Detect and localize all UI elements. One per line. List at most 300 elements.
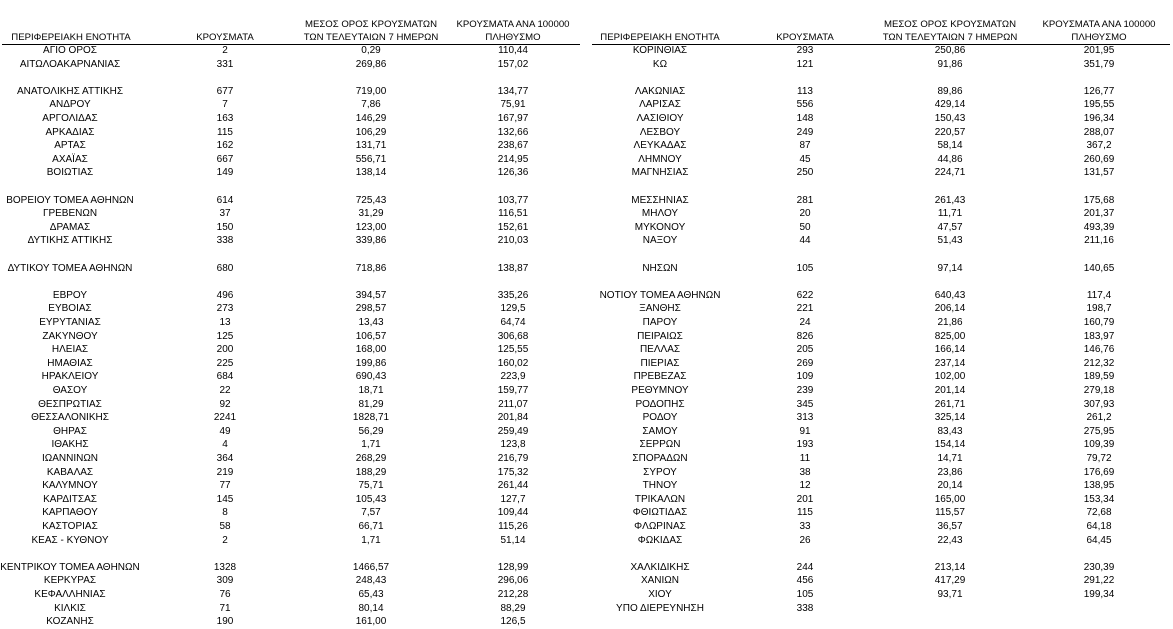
- table-row: [0, 221, 1173, 235]
- header-per100k-left-line1: ΚΡΟΥΣΜΑΤΑ ΑΝΑ 100000: [456, 19, 570, 30]
- per100k-cell: 126,36: [497, 167, 529, 179]
- avg7d-cell: 199,86: [355, 357, 387, 369]
- cases-cell: 87: [799, 140, 811, 152]
- region-cell: ΦΩΚΙΔΑΣ: [637, 534, 683, 546]
- per100k-cell: 138,95: [1083, 480, 1115, 492]
- table-row: [0, 139, 1173, 153]
- per100k-cell: 116,51: [498, 208, 528, 220]
- header-cases-left: ΚΡΟΥΣΜΑΤΑ: [196, 32, 254, 43]
- per100k-cell: 123,8: [500, 439, 526, 451]
- cases-cell: 150: [216, 221, 234, 233]
- avg7d-cell: 13,43: [358, 317, 384, 328]
- region-cell: ΘΗΡΑΣ: [53, 425, 87, 437]
- header-avg-right-line1: ΜΕΣΟΣ ΟΡΟΣ ΚΡΟΥΣΜΑΤΩΝ: [883, 19, 1017, 30]
- region-cell: ΙΘΑΚΗΣ: [51, 439, 89, 451]
- avg7d-cell: 65,43: [358, 589, 384, 600]
- region-cell: ΝΑΞΟΥ: [642, 235, 678, 247]
- table-row: [0, 534, 1173, 548]
- avg7d-cell: 250,86: [934, 45, 966, 56]
- avg7d-cell: 81,29: [358, 398, 384, 410]
- cases-cell: 7: [222, 99, 228, 111]
- cases-cell: 4: [222, 439, 228, 451]
- per100k-cell: 196,34: [1083, 113, 1115, 124]
- avg7d-cell: 269,86: [355, 58, 387, 70]
- region-cell: ΖΑΚΥΝΘΟΥ: [42, 330, 98, 342]
- table-row: [0, 452, 1173, 466]
- cases-cell: 49: [219, 425, 231, 437]
- per100k-cell: 157,02: [497, 58, 529, 70]
- cases-cell: 250: [796, 167, 814, 179]
- cases-cell: 8: [222, 507, 228, 519]
- per100k-cell: 210,03: [497, 235, 529, 247]
- cases-cell: 125: [216, 330, 234, 342]
- avg7d-cell: 165,00: [934, 493, 966, 505]
- cases-cell: 193: [796, 439, 814, 451]
- per100k-cell: 351,79: [1083, 58, 1115, 70]
- cases-cell: 76: [219, 589, 231, 600]
- per100k-cell: 212,32: [1083, 357, 1115, 369]
- table-row: [0, 479, 1173, 493]
- per100k-cell: 201,84: [497, 412, 529, 424]
- region-cell: ΚΑΡΔΙΤΣΑΣ: [43, 493, 97, 505]
- per100k-cell: 175,68: [1083, 194, 1115, 206]
- avg7d-cell: 22,43: [937, 534, 963, 546]
- region-cell: ΜΥΚΟΝΟΥ: [634, 221, 686, 233]
- table-row: [0, 588, 1173, 602]
- avg7d-cell: 298,57: [355, 303, 387, 315]
- table-row: [0, 561, 1173, 575]
- table-row: [0, 234, 1173, 248]
- region-cell: ΚΟΡΙΝΘΙΑΣ: [632, 45, 688, 56]
- region-cell: ΣΑΜΟΥ: [642, 425, 678, 437]
- per100k-cell: 288,07: [1083, 126, 1115, 138]
- table-row: [0, 153, 1173, 167]
- avg7d-cell: 261,71: [934, 398, 966, 410]
- cases-cell: 221: [796, 303, 814, 315]
- per100k-cell: 201,37: [1083, 208, 1115, 220]
- region-cell: ΞΑΝΘΗΣ: [639, 303, 681, 315]
- region-cell: ΜΑΓΝΗΣΙΑΣ: [631, 167, 689, 179]
- per100k-cell: 131,57: [1083, 167, 1115, 179]
- region-cell: ΙΩΑΝΝΙΝΩΝ: [41, 453, 99, 464]
- per100k-cell: 64,18: [1086, 521, 1112, 532]
- per100k-cell: 214,95: [497, 153, 529, 165]
- cases-cell: 345: [796, 398, 814, 410]
- cases-cell: 50: [799, 221, 811, 233]
- avg7d-cell: 89,86: [937, 85, 963, 97]
- avg7d-cell: 36,57: [937, 521, 963, 532]
- table-row: [0, 398, 1173, 412]
- cases-cell: 24: [799, 317, 811, 328]
- avg7d-cell: 138,14: [355, 167, 387, 179]
- avg7d-cell: 93,71: [937, 589, 963, 600]
- region-cell: ΥΠΟ ΔΙΕΡΕΥΝΗΣΗ: [616, 602, 704, 614]
- region-cell: ΠΕΛΛΑΣ: [639, 344, 681, 356]
- avg7d-cell: 131,71: [355, 140, 387, 152]
- region-cell: ΚΑΣΤΟΡΙΑΣ: [42, 521, 98, 532]
- region-cell: ΗΡΑΚΛΕΙΟΥ: [41, 371, 99, 383]
- avg7d-cell: 201,14: [934, 385, 966, 396]
- cases-cell: 622: [796, 289, 814, 301]
- table-row: [0, 316, 1173, 330]
- region-cell: ΚΑΡΠΑΘΟΥ: [42, 507, 98, 519]
- region-cell: ΑΡΤΑΣ: [54, 140, 86, 152]
- table-row: [0, 98, 1173, 112]
- region-cell: ΑΙΤΩΛΟΑΚΑΡΝΑΝΙΑΣ: [19, 58, 121, 70]
- per100k-cell: 238,67: [497, 140, 529, 152]
- cases-cell: 149: [216, 167, 234, 179]
- per100k-cell: 176,69: [1083, 466, 1115, 478]
- table-row: [0, 262, 1173, 276]
- region-cell: ΑΓΙΟ ΟΡΟΣ: [43, 45, 97, 56]
- header-cases-right: ΚΡΟΥΣΜΑΤΑ: [776, 32, 834, 43]
- avg7d-cell: 325,14: [934, 412, 966, 424]
- avg7d-cell: 83,43: [937, 425, 963, 437]
- region-cell: ΠΡΕΒΕΖΑΣ: [633, 371, 687, 383]
- avg7d-cell: 7,57: [361, 507, 381, 519]
- region-cell: ΦΛΩΡΙΝΑΣ: [634, 521, 686, 532]
- per100k-cell: 261,2: [1086, 412, 1112, 424]
- region-cell: ΡΟΔΟΠΗΣ: [635, 398, 685, 410]
- avg7d-cell: 123,00: [355, 221, 387, 233]
- avg7d-cell: 417,29: [934, 575, 966, 587]
- cases-cell: 77: [219, 480, 231, 492]
- per100k-cell: 129,5: [500, 303, 526, 315]
- cases-cell: 58: [219, 521, 231, 532]
- per100k-cell: 126,5: [500, 616, 526, 628]
- avg7d-cell: 261,43: [934, 194, 966, 206]
- cases-cell: 684: [216, 371, 234, 383]
- per100k-cell: 199,34: [1083, 589, 1115, 600]
- per100k-cell: 211,07: [498, 398, 528, 410]
- cases-cell: 826: [796, 330, 814, 342]
- per100k-cell: 175,32: [497, 466, 529, 478]
- cases-cell: 115: [217, 126, 233, 138]
- cases-cell: 293: [796, 45, 814, 56]
- cases-cell: 249: [796, 126, 814, 138]
- avg7d-cell: 154,14: [934, 439, 966, 451]
- cases-cell: 201: [796, 493, 814, 505]
- avg7d-cell: 146,29: [355, 113, 387, 124]
- per100k-cell: 64,45: [1086, 534, 1112, 546]
- per100k-cell: 335,26: [497, 289, 529, 301]
- region-cell: ΒΟΙΩΤΙΑΣ: [46, 167, 94, 179]
- per100k-cell: 212,28: [497, 589, 529, 600]
- avg7d-cell: 1828,71: [352, 412, 390, 424]
- avg7d-cell: 166,14: [934, 344, 966, 356]
- cases-cell: 205: [796, 344, 814, 356]
- cases-cell: 190: [216, 616, 234, 628]
- table-row: [0, 615, 1173, 629]
- cases-cell: 239: [796, 385, 814, 396]
- table-row: [0, 207, 1173, 221]
- region-cell: ΑΧΑΪΑΣ: [52, 153, 88, 165]
- region-cell: ΚΑΒΑΛΑΣ: [46, 466, 94, 478]
- per100k-cell: 138,87: [497, 262, 529, 274]
- avg7d-cell: 725,43: [355, 194, 387, 206]
- avg7d-cell: 825,00: [934, 330, 966, 342]
- per100k-cell: 146,76: [1083, 344, 1115, 356]
- region-cell: ΔΥΤΙΚΟΥ ΤΟΜΕΑ ΑΘΗΝΩΝ: [7, 262, 133, 274]
- region-cell: ΒΟΡΕΙΟΥ ΤΟΜΕΑ ΑΘΗΝΩΝ: [6, 194, 134, 206]
- cases-cell: 105: [796, 589, 814, 600]
- avg7d-cell: 220,57: [934, 126, 966, 138]
- per100k-cell: 64,74: [500, 317, 526, 328]
- region-cell: ΦΘΙΩΤΙΔΑΣ: [632, 507, 688, 519]
- region-cell: ΔΥΤΙΚΗΣ ΑΤΤΙΚΗΣ: [27, 235, 113, 247]
- table-row: [0, 411, 1173, 425]
- table-row: [0, 330, 1173, 344]
- region-cell: ΣΠΟΡΑΔΩΝ: [632, 453, 688, 464]
- avg7d-cell: 248,43: [355, 575, 387, 587]
- table-row: [0, 370, 1173, 384]
- cases-cell: 219: [216, 466, 234, 478]
- cases-cell: 225: [216, 357, 234, 369]
- region-cell: ΡΕΘΥΜΝΟΥ: [631, 385, 689, 396]
- avg7d-cell: 1,71: [361, 439, 381, 451]
- cases-cell: 37: [219, 208, 231, 220]
- header-region-right: ΠΕΡΙΦΕΡΕΙΑΚΗ ΕΝΟΤΗΤΑ: [600, 32, 720, 43]
- region-cell: ΝΗΣΩΝ: [642, 262, 678, 274]
- avg7d-cell: 75,71: [358, 480, 384, 492]
- table-row: [0, 520, 1173, 534]
- cases-cell: 273: [216, 303, 234, 315]
- cases-cell: 44: [799, 235, 811, 247]
- region-cell: ΠΕΙΡΑΙΩΣ: [637, 330, 683, 342]
- per100k-cell: 160,02: [497, 357, 529, 369]
- cases-cell: 677: [216, 85, 234, 97]
- cases-cell: 2241: [213, 412, 237, 424]
- avg7d-cell: 51,43: [937, 235, 963, 247]
- region-cell: ΠΑΡΟΥ: [642, 317, 678, 328]
- table-row: [0, 44, 1173, 58]
- table-row: [0, 466, 1173, 480]
- region-cell: ΑΝΑΤΟΛΙΚΗΣ ΑΤΤΙΚΗΣ: [16, 85, 124, 97]
- region-cell: ΧΑΛΚΙΔΙΚΗΣ: [630, 561, 690, 573]
- per100k-cell: 140,65: [1083, 262, 1115, 274]
- avg7d-cell: 7,86: [361, 99, 381, 111]
- cases-cell: 269: [796, 357, 814, 369]
- header-region-left: ΠΕΡΙΦΕΡΕΙΑΚΗ ΕΝΟΤΗΤΑ: [11, 32, 131, 43]
- per100k-cell: 134,77: [497, 85, 529, 97]
- cases-cell: 614: [216, 194, 234, 206]
- region-cell: ΜΕΣΣΗΝΙΑΣ: [631, 194, 689, 206]
- region-cell: ΗΜΑΘΙΑΣ: [47, 357, 93, 369]
- cases-cell: 20: [799, 208, 811, 220]
- avg7d-cell: 21,86: [937, 317, 963, 328]
- per100k-cell: 115,26: [498, 521, 528, 532]
- avg7d-cell: 23,86: [937, 466, 963, 478]
- per100k-cell: 230,39: [1083, 561, 1115, 573]
- region-cell: ΚΙΛΚΙΣ: [54, 602, 86, 614]
- avg7d-cell: 66,71: [358, 521, 384, 532]
- per100k-cell: 261,44: [497, 480, 529, 492]
- cases-cell: 496: [216, 289, 234, 301]
- region-cell: ΛΕΣΒΟΥ: [639, 126, 681, 138]
- avg7d-cell: 91,86: [937, 58, 963, 70]
- table-row: [0, 384, 1173, 398]
- table-row: [0, 302, 1173, 316]
- per100k-cell: 109,44: [497, 507, 529, 519]
- table-row: [0, 602, 1173, 616]
- per100k-cell: 109,39: [1083, 439, 1115, 451]
- table-row: [0, 58, 1173, 72]
- avg7d-cell: 14,71: [937, 453, 963, 464]
- region-cell: ΕΒΡΟΥ: [52, 289, 88, 301]
- region-cell: ΑΝΔΡΟΥ: [49, 99, 91, 111]
- per100k-cell: 153,34: [1083, 493, 1115, 505]
- avg7d-cell: 1,71: [361, 534, 381, 546]
- header-avg-left-line2: ΤΩΝ ΤΕΛΕΥΤΑΙΩΝ 7 ΗΜΕΡΩΝ: [303, 32, 439, 43]
- per100k-cell: 132,66: [497, 126, 529, 138]
- table-row: [0, 574, 1173, 588]
- region-cell: ΚΕΑΣ - ΚΥΘΝΟΥ: [31, 534, 109, 546]
- cases-cell: 26: [799, 534, 811, 546]
- per100k-cell: 198,7: [1086, 303, 1112, 315]
- avg7d-cell: 394,57: [355, 289, 387, 301]
- cases-cell: 338: [796, 602, 814, 614]
- per100k-cell: 307,93: [1083, 398, 1115, 410]
- cases-cell: 2: [222, 534, 228, 546]
- per100k-cell: 260,69: [1083, 153, 1115, 165]
- region-cell: ΚΑΛΥΜΝΟΥ: [42, 480, 98, 492]
- cases-cell: 38: [799, 466, 811, 478]
- avg7d-cell: 105,43: [355, 493, 387, 505]
- cases-cell: 244: [796, 561, 814, 573]
- cases-cell: 148: [796, 113, 814, 124]
- per100k-cell: 152,61: [497, 221, 529, 233]
- avg7d-cell: 115,57: [935, 507, 965, 519]
- avg7d-cell: 719,00: [355, 85, 387, 97]
- region-cell: ΑΡΓΟΛΙΔΑΣ: [42, 113, 98, 124]
- per100k-cell: 259,49: [497, 425, 529, 437]
- cases-cell: 109: [796, 371, 814, 383]
- avg7d-cell: 97,14: [937, 262, 963, 274]
- avg7d-cell: 80,14: [358, 602, 384, 614]
- header-per100k-right-line2: ΠΛΗΘΥΣΜΟ: [1071, 32, 1127, 43]
- avg7d-cell: 268,29: [355, 453, 387, 464]
- per100k-cell: 160,79: [1083, 317, 1115, 328]
- region-cell: ΗΛΕΙΑΣ: [51, 344, 89, 356]
- cases-cell: 91: [799, 425, 811, 437]
- avg7d-cell: 188,29: [355, 466, 387, 478]
- avg7d-cell: 1466,57: [352, 561, 390, 573]
- per100k-cell: 296,06: [497, 575, 529, 587]
- avg7d-cell: 18,71: [358, 385, 384, 396]
- cases-cell: 105: [796, 262, 814, 274]
- per100k-cell: 183,97: [1083, 330, 1115, 342]
- cases-cell: 13: [219, 317, 231, 328]
- cases-cell: 309: [216, 575, 234, 587]
- per100k-cell: 201,95: [1083, 45, 1115, 56]
- table-row: [0, 194, 1173, 208]
- per100k-cell: 195,55: [1083, 99, 1115, 111]
- cases-cell: 115: [797, 507, 813, 519]
- header-avg-left-line1: ΜΕΣΟΣ ΟΡΟΣ ΚΡΟΥΣΜΑΤΩΝ: [304, 19, 438, 30]
- per100k-cell: 367,2: [1086, 140, 1112, 152]
- table-row: [0, 425, 1173, 439]
- cases-cell: 667: [216, 153, 234, 165]
- per100k-cell: 79,72: [1086, 453, 1112, 464]
- table-row: [0, 85, 1173, 99]
- cases-cell: 162: [216, 140, 234, 152]
- cases-cell: 121: [796, 58, 814, 70]
- per100k-cell: 279,18: [1083, 385, 1115, 396]
- region-cell: ΚΕΡΚΥΡΑΣ: [43, 575, 97, 587]
- avg7d-cell: 31,29: [358, 208, 384, 220]
- per100k-cell: 117,4: [1086, 289, 1112, 301]
- per100k-cell: 128,99: [497, 561, 529, 573]
- header-per100k-left-line2: ΠΛΗΘΥΣΜΟ: [485, 32, 541, 43]
- cases-cell: 45: [799, 153, 811, 165]
- table-row: [0, 343, 1173, 357]
- per100k-cell: 275,95: [1083, 425, 1115, 437]
- region-cell: ΛΗΜΝΟΥ: [638, 153, 682, 165]
- table-row: [0, 357, 1173, 371]
- per100k-cell: 291,22: [1083, 575, 1115, 587]
- per100k-cell: 211,16: [1084, 235, 1114, 247]
- region-cell: ΝΟΤΙΟΥ ΤΟΜΕΑ ΑΘΗΝΩΝ: [599, 289, 721, 301]
- cases-cell: 364: [216, 453, 234, 464]
- avg7d-cell: 224,71: [934, 167, 966, 179]
- table-row: [0, 289, 1173, 303]
- region-cell: ΤΗΝΟΥ: [642, 480, 678, 492]
- avg7d-cell: 150,43: [934, 113, 966, 124]
- avg7d-cell: 213,14: [934, 561, 966, 573]
- region-cell: ΓΡΕΒΕΝΩΝ: [42, 208, 98, 220]
- avg7d-cell: 0,29: [361, 45, 381, 56]
- avg7d-cell: 718,86: [355, 262, 387, 274]
- avg7d-cell: 640,43: [934, 289, 966, 301]
- region-cell: ΚΩ: [652, 58, 668, 70]
- avg7d-cell: 206,14: [934, 303, 966, 315]
- cases-cell: 680: [216, 262, 234, 274]
- cases-cell: 281: [796, 194, 814, 206]
- avg7d-cell: 161,00: [355, 616, 387, 628]
- header-avg-right-line2: ΤΩΝ ΤΕΛΕΥΤΑΙΩΝ 7 ΗΜΕΡΩΝ: [882, 32, 1018, 43]
- region-cell: ΧΙΟΥ: [648, 589, 672, 600]
- table-row: [0, 493, 1173, 507]
- cases-cell: 331: [216, 58, 234, 70]
- cases-cell: 145: [216, 493, 234, 505]
- avg7d-cell: 58,14: [937, 140, 963, 152]
- avg7d-cell: 556,71: [355, 153, 387, 165]
- cases-cell: 33: [799, 521, 811, 532]
- per100k-cell: 103,77: [497, 194, 529, 206]
- table-row: [0, 506, 1173, 520]
- per100k-cell: 125,55: [497, 344, 529, 356]
- per100k-cell: 72,68: [1086, 507, 1112, 519]
- per100k-cell: 167,97: [497, 113, 529, 124]
- avg7d-cell: 106,57: [355, 330, 387, 342]
- avg7d-cell: 44,86: [937, 153, 963, 165]
- cases-cell: 71: [219, 602, 231, 614]
- cases-cell: 200: [216, 344, 234, 356]
- cases-cell: 11: [799, 453, 811, 464]
- avg7d-cell: 690,43: [355, 371, 387, 383]
- table-row: [0, 126, 1173, 140]
- avg7d-cell: 56,29: [358, 425, 384, 437]
- avg7d-cell: 20,14: [937, 480, 963, 492]
- cases-cell: 92: [219, 398, 231, 410]
- cases-cell: 163: [216, 113, 234, 124]
- region-cell: ΔΡΑΜΑΣ: [49, 221, 91, 233]
- region-cell: ΛΑΣΙΘΙΟΥ: [636, 113, 684, 124]
- cases-cell: 113: [797, 85, 813, 97]
- region-cell: ΠΙΕΡΙΑΣ: [640, 357, 680, 369]
- cases-cell: 313: [796, 412, 814, 424]
- cases-cell: 456: [796, 575, 814, 587]
